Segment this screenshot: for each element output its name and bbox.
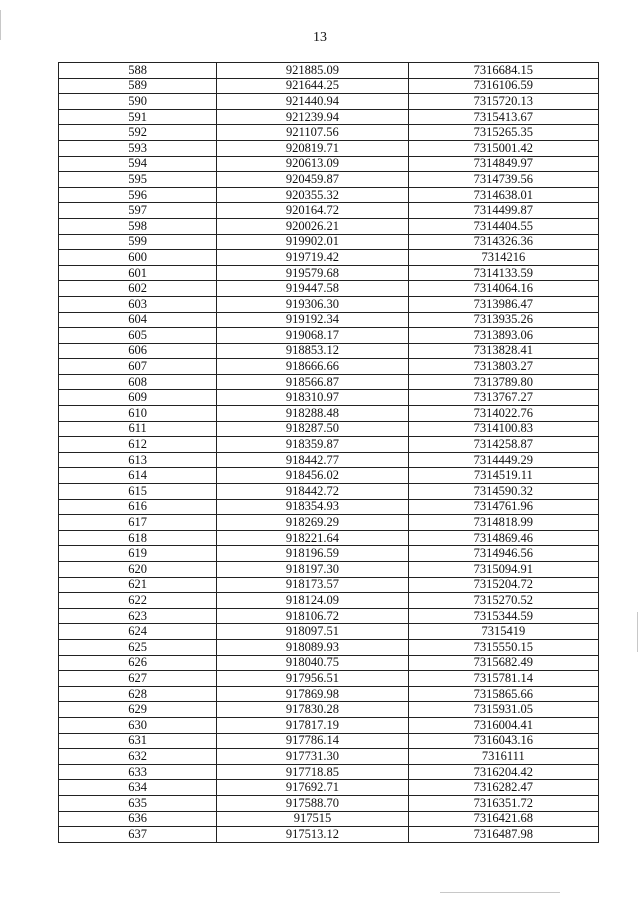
point-number-cell: 614: [59, 468, 217, 484]
table-row: [59, 515, 599, 531]
y-coordinate-cell: 7315270.52: [408, 593, 598, 609]
y-coordinate-cell: 7314739.56: [408, 172, 598, 188]
x-coordinate-cell: 920355.32: [217, 187, 408, 203]
point-number-cell: 623: [59, 608, 217, 624]
point-number-cell: 628: [59, 686, 217, 702]
page-number: 13: [313, 30, 327, 45]
x-coordinate-cell: 920026.21: [217, 218, 408, 234]
y-coordinate-cell: 7314449.29: [408, 452, 598, 468]
table-row: [59, 265, 599, 281]
table-row: [59, 156, 599, 172]
point-number-cell: 606: [59, 343, 217, 359]
point-number-cell: 636: [59, 811, 217, 827]
x-coordinate-cell: 918124.09: [217, 593, 408, 609]
x-coordinate-cell: 918196.59: [217, 546, 408, 562]
table-row: [59, 733, 599, 749]
y-coordinate-cell: 7315413.67: [408, 109, 598, 125]
table-row: [59, 468, 599, 484]
y-coordinate-cell: 7316487.98: [408, 827, 598, 843]
table-row: [59, 109, 599, 125]
table-row: [59, 359, 599, 375]
x-coordinate-cell: 917513.12: [217, 827, 408, 843]
x-coordinate-cell: 918442.72: [217, 484, 408, 500]
table-row: [59, 78, 599, 94]
x-coordinate-cell: 920819.71: [217, 140, 408, 156]
x-coordinate-cell: 917956.51: [217, 671, 408, 687]
point-number-cell: 620: [59, 562, 217, 578]
table-row: [59, 390, 599, 406]
y-coordinate-cell: 7316282.47: [408, 780, 598, 796]
y-coordinate-cell: 7315344.59: [408, 608, 598, 624]
table-row: [59, 717, 599, 733]
table-row: [59, 764, 599, 780]
table-row: [59, 811, 599, 827]
table-row: [59, 125, 599, 141]
x-coordinate-cell: 918106.72: [217, 608, 408, 624]
y-coordinate-cell: 7313986.47: [408, 296, 598, 312]
point-number-cell: 627: [59, 671, 217, 687]
table-row: [59, 328, 599, 344]
x-coordinate-cell: 921644.25: [217, 78, 408, 94]
point-number-cell: 608: [59, 374, 217, 390]
y-coordinate-cell: 7314216: [408, 250, 598, 266]
x-coordinate-cell: 921239.94: [217, 109, 408, 125]
y-coordinate-cell: 7314404.55: [408, 218, 598, 234]
y-coordinate-cell: 7315094.91: [408, 562, 598, 578]
table-row: [59, 250, 599, 266]
x-coordinate-cell: 918097.51: [217, 624, 408, 640]
x-coordinate-cell: 918566.87: [217, 374, 408, 390]
table-row: [59, 655, 599, 671]
table-row: [59, 296, 599, 312]
point-number-cell: 588: [59, 63, 217, 79]
table-row: [59, 452, 599, 468]
table-row: [59, 203, 599, 219]
x-coordinate-cell: 918173.57: [217, 577, 408, 593]
y-coordinate-cell: 7316421.68: [408, 811, 598, 827]
point-number-cell: 610: [59, 406, 217, 422]
x-coordinate-cell: 917692.71: [217, 780, 408, 796]
table-row: [59, 312, 599, 328]
table-row: [59, 406, 599, 422]
y-coordinate-cell: 7314258.87: [408, 437, 598, 453]
y-coordinate-cell: 7313789.80: [408, 374, 598, 390]
coordinates-table-body: [59, 63, 599, 843]
x-coordinate-cell: 919447.58: [217, 281, 408, 297]
point-number-cell: 619: [59, 546, 217, 562]
scan-edge-bottom: [440, 892, 560, 893]
y-coordinate-cell: 7314519.11: [408, 468, 598, 484]
scan-edge-top-left: [0, 10, 1, 40]
x-coordinate-cell: 918456.02: [217, 468, 408, 484]
y-coordinate-cell: 7314326.36: [408, 234, 598, 250]
x-coordinate-cell: 919306.30: [217, 296, 408, 312]
table-row: [59, 686, 599, 702]
point-number-cell: 633: [59, 764, 217, 780]
point-number-cell: 616: [59, 499, 217, 515]
x-coordinate-cell: 919579.68: [217, 265, 408, 281]
x-coordinate-cell: 918853.12: [217, 343, 408, 359]
point-number-cell: 593: [59, 140, 217, 156]
table-row: [59, 281, 599, 297]
y-coordinate-cell: 7314590.32: [408, 484, 598, 500]
x-coordinate-cell: 920459.87: [217, 172, 408, 188]
x-coordinate-cell: 918040.75: [217, 655, 408, 671]
x-coordinate-cell: 921885.09: [217, 63, 408, 79]
point-number-cell: 605: [59, 328, 217, 344]
y-coordinate-cell: 7313935.26: [408, 312, 598, 328]
x-coordinate-cell: 918666.66: [217, 359, 408, 375]
table-row: [59, 530, 599, 546]
table-row: [59, 172, 599, 188]
x-coordinate-cell: 918287.50: [217, 421, 408, 437]
x-coordinate-cell: 921440.94: [217, 94, 408, 110]
x-coordinate-cell: 917786.14: [217, 733, 408, 749]
table-row: [59, 484, 599, 500]
y-coordinate-cell: 7314818.99: [408, 515, 598, 531]
x-coordinate-cell: 918221.64: [217, 530, 408, 546]
table-row: [59, 562, 599, 578]
table-row: [59, 421, 599, 437]
table-row: [59, 94, 599, 110]
y-coordinate-cell: 7315204.72: [408, 577, 598, 593]
y-coordinate-cell: 7316204.42: [408, 764, 598, 780]
table-row: [59, 593, 599, 609]
y-coordinate-cell: 7314946.56: [408, 546, 598, 562]
table-row: [59, 639, 599, 655]
y-coordinate-cell: 7314100.83: [408, 421, 598, 437]
x-coordinate-cell: 918269.29: [217, 515, 408, 531]
point-number-cell: 626: [59, 655, 217, 671]
y-coordinate-cell: 7315720.13: [408, 94, 598, 110]
point-number-cell: 594: [59, 156, 217, 172]
y-coordinate-cell: 7316684.15: [408, 63, 598, 79]
y-coordinate-cell: 7314499.87: [408, 203, 598, 219]
point-number-cell: 618: [59, 530, 217, 546]
y-coordinate-cell: 7314761.96: [408, 499, 598, 515]
point-number-cell: 625: [59, 639, 217, 655]
point-number-cell: 634: [59, 780, 217, 796]
x-coordinate-cell: 919902.01: [217, 234, 408, 250]
point-number-cell: 600: [59, 250, 217, 266]
x-coordinate-cell: 918288.48: [217, 406, 408, 422]
y-coordinate-cell: 7313767.27: [408, 390, 598, 406]
table-row: [59, 795, 599, 811]
y-coordinate-cell: 7315550.15: [408, 639, 598, 655]
x-coordinate-cell: 918197.30: [217, 562, 408, 578]
table-row: [59, 624, 599, 640]
y-coordinate-cell: 7316043.16: [408, 733, 598, 749]
table-row: [59, 608, 599, 624]
y-coordinate-cell: 7315682.49: [408, 655, 598, 671]
x-coordinate-cell: 919068.17: [217, 328, 408, 344]
table-row: [59, 749, 599, 765]
table-row: [59, 437, 599, 453]
y-coordinate-cell: 7316106.59: [408, 78, 598, 94]
point-number-cell: 631: [59, 733, 217, 749]
table-row: [59, 671, 599, 687]
point-number-cell: 613: [59, 452, 217, 468]
point-number-cell: 590: [59, 94, 217, 110]
table-row: [59, 546, 599, 562]
table-row: [59, 374, 599, 390]
point-number-cell: 607: [59, 359, 217, 375]
point-number-cell: 601: [59, 265, 217, 281]
table-row: [59, 499, 599, 515]
table-row: [59, 702, 599, 718]
y-coordinate-cell: 7315265.35: [408, 125, 598, 141]
y-coordinate-cell: 7316351.72: [408, 795, 598, 811]
point-number-cell: 596: [59, 187, 217, 203]
point-number-cell: 591: [59, 109, 217, 125]
y-coordinate-cell: 7315781.14: [408, 671, 598, 687]
y-coordinate-cell: 7314133.59: [408, 265, 598, 281]
point-number-cell: 598: [59, 218, 217, 234]
y-coordinate-cell: 7315865.66: [408, 686, 598, 702]
table-row: [59, 140, 599, 156]
point-number-cell: 589: [59, 78, 217, 94]
y-coordinate-cell: 7313803.27: [408, 359, 598, 375]
point-number-cell: 604: [59, 312, 217, 328]
x-coordinate-cell: 917869.98: [217, 686, 408, 702]
point-number-cell: 611: [59, 421, 217, 437]
point-number-cell: 635: [59, 795, 217, 811]
table-row: [59, 218, 599, 234]
x-coordinate-cell: 920164.72: [217, 203, 408, 219]
y-coordinate-cell: 7316111: [408, 749, 598, 765]
point-number-cell: 609: [59, 390, 217, 406]
x-coordinate-cell: 919719.42: [217, 250, 408, 266]
x-coordinate-cell: 918442.77: [217, 452, 408, 468]
point-number-cell: 599: [59, 234, 217, 250]
x-coordinate-cell: 921107.56: [217, 125, 408, 141]
point-number-cell: 592: [59, 125, 217, 141]
point-number-cell: 603: [59, 296, 217, 312]
x-coordinate-cell: 920613.09: [217, 156, 408, 172]
point-number-cell: 595: [59, 172, 217, 188]
point-number-cell: 637: [59, 827, 217, 843]
x-coordinate-cell: 918354.93: [217, 499, 408, 515]
y-coordinate-cell: 7315931.05: [408, 702, 598, 718]
x-coordinate-cell: 917515: [217, 811, 408, 827]
point-number-cell: 622: [59, 593, 217, 609]
x-coordinate-cell: 917718.85: [217, 764, 408, 780]
x-coordinate-cell: 918310.97: [217, 390, 408, 406]
x-coordinate-cell: 918089.93: [217, 639, 408, 655]
x-coordinate-cell: 917588.70: [217, 795, 408, 811]
y-coordinate-cell: 7314022.76: [408, 406, 598, 422]
point-number-cell: 615: [59, 484, 217, 500]
table-row: [59, 577, 599, 593]
y-coordinate-cell: 7315001.42: [408, 140, 598, 156]
point-number-cell: 597: [59, 203, 217, 219]
y-coordinate-cell: 7314638.01: [408, 187, 598, 203]
x-coordinate-cell: 919192.34: [217, 312, 408, 328]
point-number-cell: 602: [59, 281, 217, 297]
y-coordinate-cell: 7316004.41: [408, 717, 598, 733]
point-number-cell: 624: [59, 624, 217, 640]
x-coordinate-cell: 918359.87: [217, 437, 408, 453]
y-coordinate-cell: 7314064.16: [408, 281, 598, 297]
y-coordinate-cell: 7313893.06: [408, 328, 598, 344]
table-row: [59, 343, 599, 359]
y-coordinate-cell: 7313828.41: [408, 343, 598, 359]
y-coordinate-cell: 7315419: [408, 624, 598, 640]
x-coordinate-cell: 917731.30: [217, 749, 408, 765]
x-coordinate-cell: 917817.19: [217, 717, 408, 733]
x-coordinate-cell: 917830.28: [217, 702, 408, 718]
table-row: [59, 234, 599, 250]
table-row: [59, 827, 599, 843]
point-number-cell: 632: [59, 749, 217, 765]
scan-edge-right: [637, 612, 638, 652]
point-number-cell: 612: [59, 437, 217, 453]
point-number-cell: 617: [59, 515, 217, 531]
coordinates-table: [58, 62, 599, 843]
y-coordinate-cell: 7314849.97: [408, 156, 598, 172]
point-number-cell: 630: [59, 717, 217, 733]
y-coordinate-cell: 7314869.46: [408, 530, 598, 546]
table-row: [59, 187, 599, 203]
point-number-cell: 621: [59, 577, 217, 593]
table-row: [59, 63, 599, 79]
table-row: [59, 780, 599, 796]
point-number-cell: 629: [59, 702, 217, 718]
